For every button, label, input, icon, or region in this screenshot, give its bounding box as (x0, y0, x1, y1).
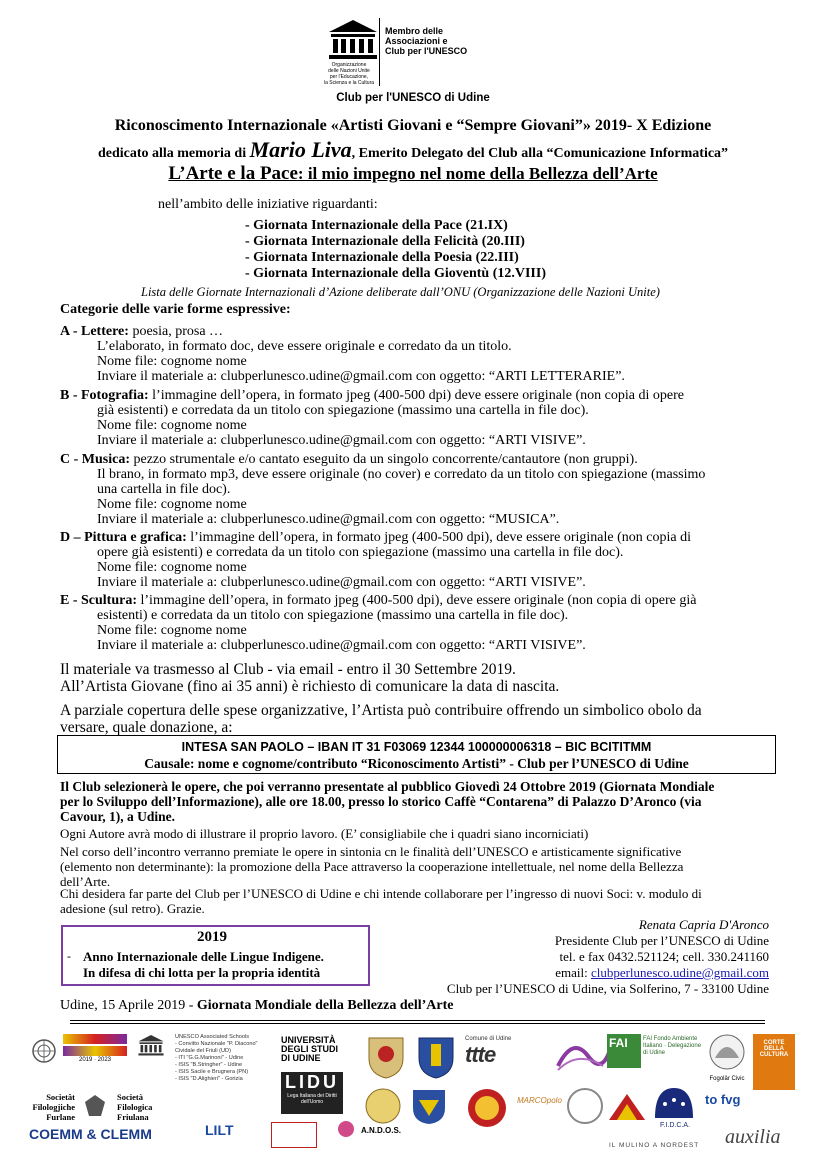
title-line3: L’Arte e la Pace: il mio impegno nel nome della Bellezza dell’Arte (168, 163, 658, 184)
bank-iban: INTESA SAN PAOLO – IBAN IT 31 F03069 12344 100000006318 – BIC BCITITMM (181, 740, 652, 754)
bank-box (57, 735, 776, 774)
partner-logos (25, 1030, 805, 1160)
list-item: - Giornata Internazionale della Poesia (22.III) (245, 250, 519, 265)
uniud-logo: UNIVERSITÀ DEGLI STUDI DI UDINE (281, 1035, 339, 1063)
title-line1: Riconoscimento Internazionale «Artisti Giovani e “Sempre Giovani”» 2019- X Edizione (114, 117, 712, 134)
signature-block: Renata Capria D'Aronco Presidente Club per l’UNESCO di Udine tel. e fax 0432.521124; cell. 330.241160 email: clubperlunesco.udine@gmail.com Club per l’UNESCO di Udine, via Solferino, 7 - 33100 Udine (446, 917, 769, 996)
crest-icon (415, 1034, 457, 1080)
eagle-crest-icon (81, 1092, 109, 1120)
unesco-small-icon (137, 1034, 165, 1056)
andos-logo: A.N.D.O.S. (361, 1126, 402, 1135)
initiatives-note: Lista delle Giornate Internazionali d’Azione deliberate dall’ONU (Organizzazione delle Nazioni Unite) (141, 285, 660, 299)
org-caption: Organizzazione delle Nazioni Unite per l'Educazione, la Scienza e la Cultura (323, 62, 375, 86)
honoree-name: Mario Liva (249, 137, 352, 162)
indigenous-languages-logo: 2019 · 2023 (63, 1034, 127, 1066)
note-p3: Chi desidera far parte del Club per l’UNESCO di Udine e chi intende collaborare per l’ingresso di nuovi Soci: v. modulo di adesione (sul retro). Grazie. (60, 886, 702, 916)
separator (70, 1020, 765, 1021)
coemm-clemm-logo: COEMM & CLEMM (29, 1126, 152, 1142)
comune-logo: Comune di Udine ttte (465, 1036, 512, 1067)
crest-icon (363, 1086, 403, 1126)
region-logo (271, 1122, 317, 1148)
lilt-logo: LILT (205, 1122, 234, 1138)
event-info: Il Club selezionerà le opere, che poi verranno presentate al pubblico Giovedì 24 Ottobre 2019 (Giornata Mondiale per lo Sviluppo dell’Informazione), alle ore 18.00, presso lo storico Caffè “Contarena” di Palazzo D’Aronco (via Cavour, 1), a Udine. (60, 779, 715, 824)
contribution: A parziale copertura delle spese organizzative, l’Artista può contribuire offrendo un simbolico obolo da versare, quale donazione, a: (60, 702, 702, 736)
mulino-logo: IL MULINO A NORDEST (609, 1142, 700, 1149)
unesco-header (313, 14, 513, 102)
category-c: C - Musica: pezzo strumentale e/o cantato eseguito da un singolo concorrente/cantautore (non gruppi). Il brano, in formato mp3, deve essere originale (no cover) e corredato da un titolo con spiegazione (massimo una cartella in file doc). Nome file: cognome nome Inviare il materiale a: clubperlunesco.udine@gmail.com con oggetto: “MUSICA”. (60, 452, 706, 527)
corte-cultura-logo: CORTE DELLA CULTURA (753, 1034, 795, 1090)
andos-rose-icon (335, 1118, 357, 1140)
lingue-line2: In difesa di chi lotta per la propria identità (83, 965, 321, 980)
sicily-logo-icon (605, 1090, 649, 1126)
sff-friulana-logo: Società Filologica Friulana (117, 1092, 153, 1122)
org-label: Membro delle Associazioni e Club per l'UNESCO (385, 26, 468, 56)
fogolar-crest-icon (705, 1032, 749, 1076)
signature-name: Renata Capria D'Aronco (638, 917, 769, 932)
dateline: Udine, 15 Aprile 2019 - Giornata Mondiale della Bellezza dell’Arte (60, 998, 454, 1013)
fidca-label: F.I.D.C.A. (660, 1122, 690, 1129)
bank-causale: Causale: nome e cognome/contributo “Riconoscimento Artisti” - Club per l’UNESCO di Udine (144, 756, 689, 771)
category-e: E - Scultura: l’immagine dell’opera, in formato jpeg (400-500 dpi), deve essere originale (non copia di opere già esistenti) e corredata da un titolo con spiegazione (massimo una cartella in file doc). Nome file: cognome nome Inviare il materiale a: clubperlunesco.udine@gmail.com con oggetto: “ARTI VISIVE”. (60, 593, 697, 653)
category-b: B - Fotografia: l’immagine dell’opera, in formato jpeg (400-500 dpi) deve essere originale (non copia di opere già esistenti) e corredata da un titolo con spiegazione (massimo una cartella in file doc). Nome file: cognome nome Inviare il materiale a: clubperlunesco.udine@gmail.com con oggetto: “ARTI VISIVE”. (60, 388, 684, 448)
title-line2: dedicato alla memoria di Mario Liva, Emerito Delegato del Club alla “Comunicazione Informatica” (97, 137, 729, 162)
list-item: - Giornata Internazionale della Pace (21.IX) (245, 218, 508, 233)
lingue-year: 2019 (197, 929, 227, 945)
fidca-logo-icon (651, 1082, 697, 1122)
lidu-logo: LIDU Lega Italiana dei Diritti dell'Uomo (281, 1072, 343, 1114)
auxilia-logo: auxilia (725, 1126, 781, 1148)
crest-icon (409, 1086, 449, 1126)
club-name: Club per l'UNESCO di Udine (336, 92, 490, 104)
list-item: - Giornata Internazionale della Gioventù (12.VIII) (245, 266, 546, 281)
crest-icon (365, 1034, 407, 1080)
initiatives-list (245, 218, 546, 282)
fai-logo: FAI (607, 1034, 641, 1068)
unesco-temple-icon (327, 18, 379, 60)
category-a: A - Lettere: poesia, prosa … L’elaborato, in formato doc, deve essere originale e corredato da un titolo. Nome file: cognome nome Inviare il materiale a: clubperlunesco.udine@gmail.com con oggetto: “ARTI LETTERARIE”. (60, 324, 625, 384)
category-d: D – Pittura e grafica: l’immagine dell’opera, in formato jpeg (400-500 dpi), deve essere originale (non copia di opere già esistenti) e corredata da un titolo con spiegazione (massimo una cartella in file doc). Nome file: cognome nome Inviare il materiale a: clubperlunesco.udine@gmail.com con oggetto: “ARTI VISIVE”. (60, 530, 691, 590)
separator (70, 1023, 765, 1024)
circle-logo-icon (465, 1086, 509, 1130)
fogolar-label: Fogolâr Civic (709, 1076, 745, 1082)
tofvg-logo: to fvg (705, 1092, 741, 1107)
fai-label: FAI Fondo Ambiente Italiano · Delegazione di Udine (643, 1036, 702, 1056)
un-emblem-icon (31, 1038, 57, 1064)
note-p2: Nel corso dell’incontro verranno premiate le opere in sintonia cn le finalità dell’UNESCO e artisticamente significative (elemento non determinante): la promozione della Pace attraverso la cooperazione intellettuale, nel nome della Bellezza dell’Arte. (60, 844, 684, 889)
swirl-logo-icon (553, 1036, 613, 1076)
note-p1: Ogni Autore avrà modo di illustrare il proprio lavoro. (E’ consigliabile che i quadri siano incorniciati) (60, 826, 589, 841)
deadline: Il materiale va trasmesso al Club - via email - entro il 30 Settembre 2019. All’Artista Giovane (fino ai 35 anni) è richiesto di comunicare la data di nascita. (60, 661, 560, 695)
lingue-box: 2019 - Anno Internazionale delle Lingue Indigene. In difesa di chi lotta per la propria identità (61, 925, 370, 986)
email-link[interactable]: clubperlunesco.udine@gmail.com (590, 965, 769, 980)
unesco-schools-list: UNESCO Associated Schools - Convitto Nazionale "P. Diacono" Cividale del Friuli (UD) - ITI "G.G.Marinoni" - Udine - ISIS "B.Stringher" - Udine - ISIS Sacile e Brugnera (PN) - ISIS "D.Alighieri" - Gorizia (175, 1034, 258, 1082)
categories-heading: Categorie delle varie forme espressive: (60, 302, 291, 317)
lingue-line1: Anno Internazionale delle Lingue Indigene. (83, 949, 324, 964)
initiatives-intro: nell’ambito delle iniziative riguardanti: (158, 197, 378, 212)
marcopolo-logo: MARCOpolo (517, 1096, 562, 1105)
circle-logo-icon (565, 1086, 605, 1126)
sff-furlane-logo: Societât Filologjiche Furlane (32, 1092, 75, 1122)
list-item: - Giornata Internazionale della Felicità (20.III) (245, 234, 525, 249)
